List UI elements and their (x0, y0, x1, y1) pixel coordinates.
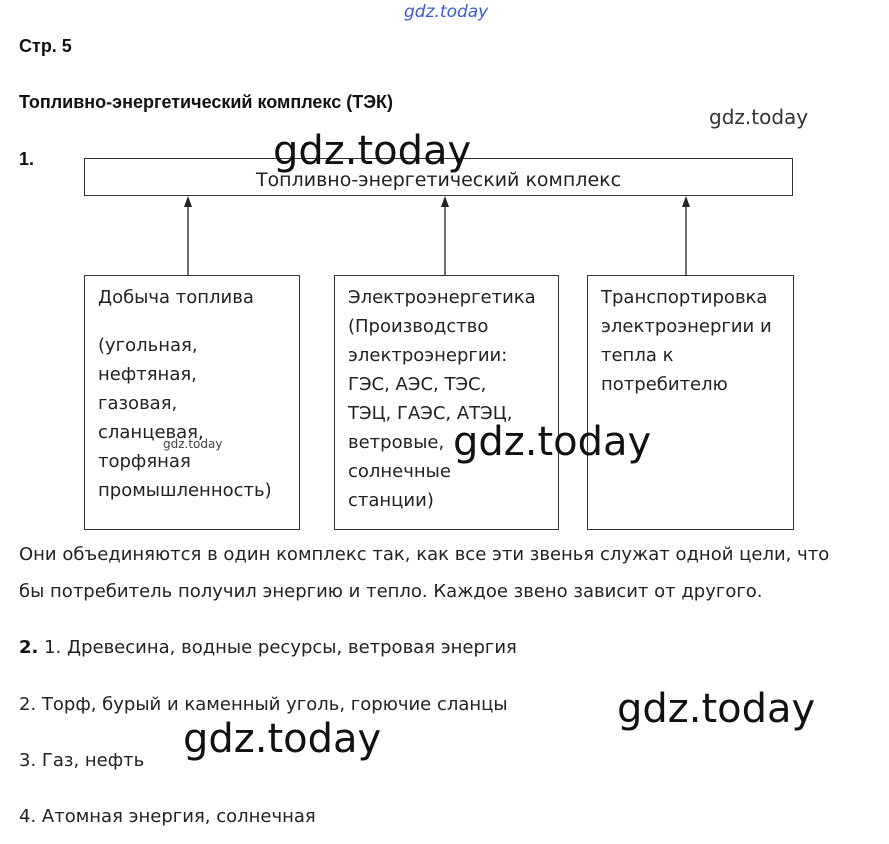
explanation-line-2: бы потребитель получил энергию и тепло. Каждое звено зависит от другого. (19, 581, 763, 602)
box-electric-power-title: Электроэнергетика (348, 287, 536, 308)
watermark-bottom-right: gdz.today (617, 686, 816, 732)
box-line: торфяная (98, 451, 191, 472)
box-line: станции) (348, 490, 434, 511)
box-line: (угольная, (98, 335, 198, 356)
box-line: ТЭЦ, ГАЭС, АТЭЦ, (348, 403, 513, 424)
answer-row-3: 3. Газ, нефть (19, 750, 145, 771)
box-electric-power-lines (348, 312, 512, 515)
answer-row-4: 4. Атомная энергия, солнечная (19, 806, 316, 827)
box-line: электроэнергии: (348, 345, 508, 366)
page-label: Стр. 5 (19, 36, 72, 56)
box-transport-lines (601, 312, 772, 399)
box-line: нефтяная, (98, 364, 197, 385)
box-fuel-extraction-title: Добыча топлива (98, 287, 254, 308)
answer-row-1 (19, 637, 517, 658)
box-transport (587, 275, 794, 530)
box-transport-title: Транспортировка (601, 287, 768, 308)
box-fuel-extraction-lines (98, 331, 272, 505)
task-2-number: 2. (19, 637, 39, 658)
explanation-line-1: Они объединяются в один комплекс так, как все эти звенья служат одной цели, что (19, 544, 830, 565)
box-line: сланцевая, (98, 422, 204, 443)
box-line: тепла к (601, 345, 674, 366)
diagram-top-label: Топливно-энергетический комплекс (255, 169, 622, 191)
box-line: промышленность) (98, 480, 272, 501)
box-line: солнечные (348, 461, 451, 482)
task-1-number: 1. (19, 149, 35, 169)
box-line: электроэнергии и (601, 316, 772, 337)
watermark-diagram-large: gdz.today (273, 128, 472, 174)
answer-text: 1. Древесина, водные ресурсы, ветровая энергия (44, 637, 517, 658)
box-line: газовая, (98, 393, 178, 414)
watermark-top: gdz.today (404, 2, 489, 22)
answer-row-2: 2. Торф, бурый и каменный уголь, горючие сланцы (19, 694, 508, 715)
section-title: Топливно-энергетический комплекс (ТЭК) (19, 92, 393, 112)
box-fuel-extraction (84, 275, 300, 530)
watermark-box-small: gdz.today (163, 437, 223, 451)
box-line: ветровые, (348, 432, 445, 453)
watermark-right-small: gdz.today (709, 105, 809, 129)
box-line: (Производство (348, 316, 489, 337)
box-line: ГЭС, АЭС, ТЭС, (348, 374, 487, 395)
watermark-bottom-left: gdz.today (183, 716, 382, 762)
box-line: потребителю (601, 374, 728, 395)
watermark-box-large: gdz.today (453, 419, 652, 465)
box-electric-power (334, 275, 559, 530)
